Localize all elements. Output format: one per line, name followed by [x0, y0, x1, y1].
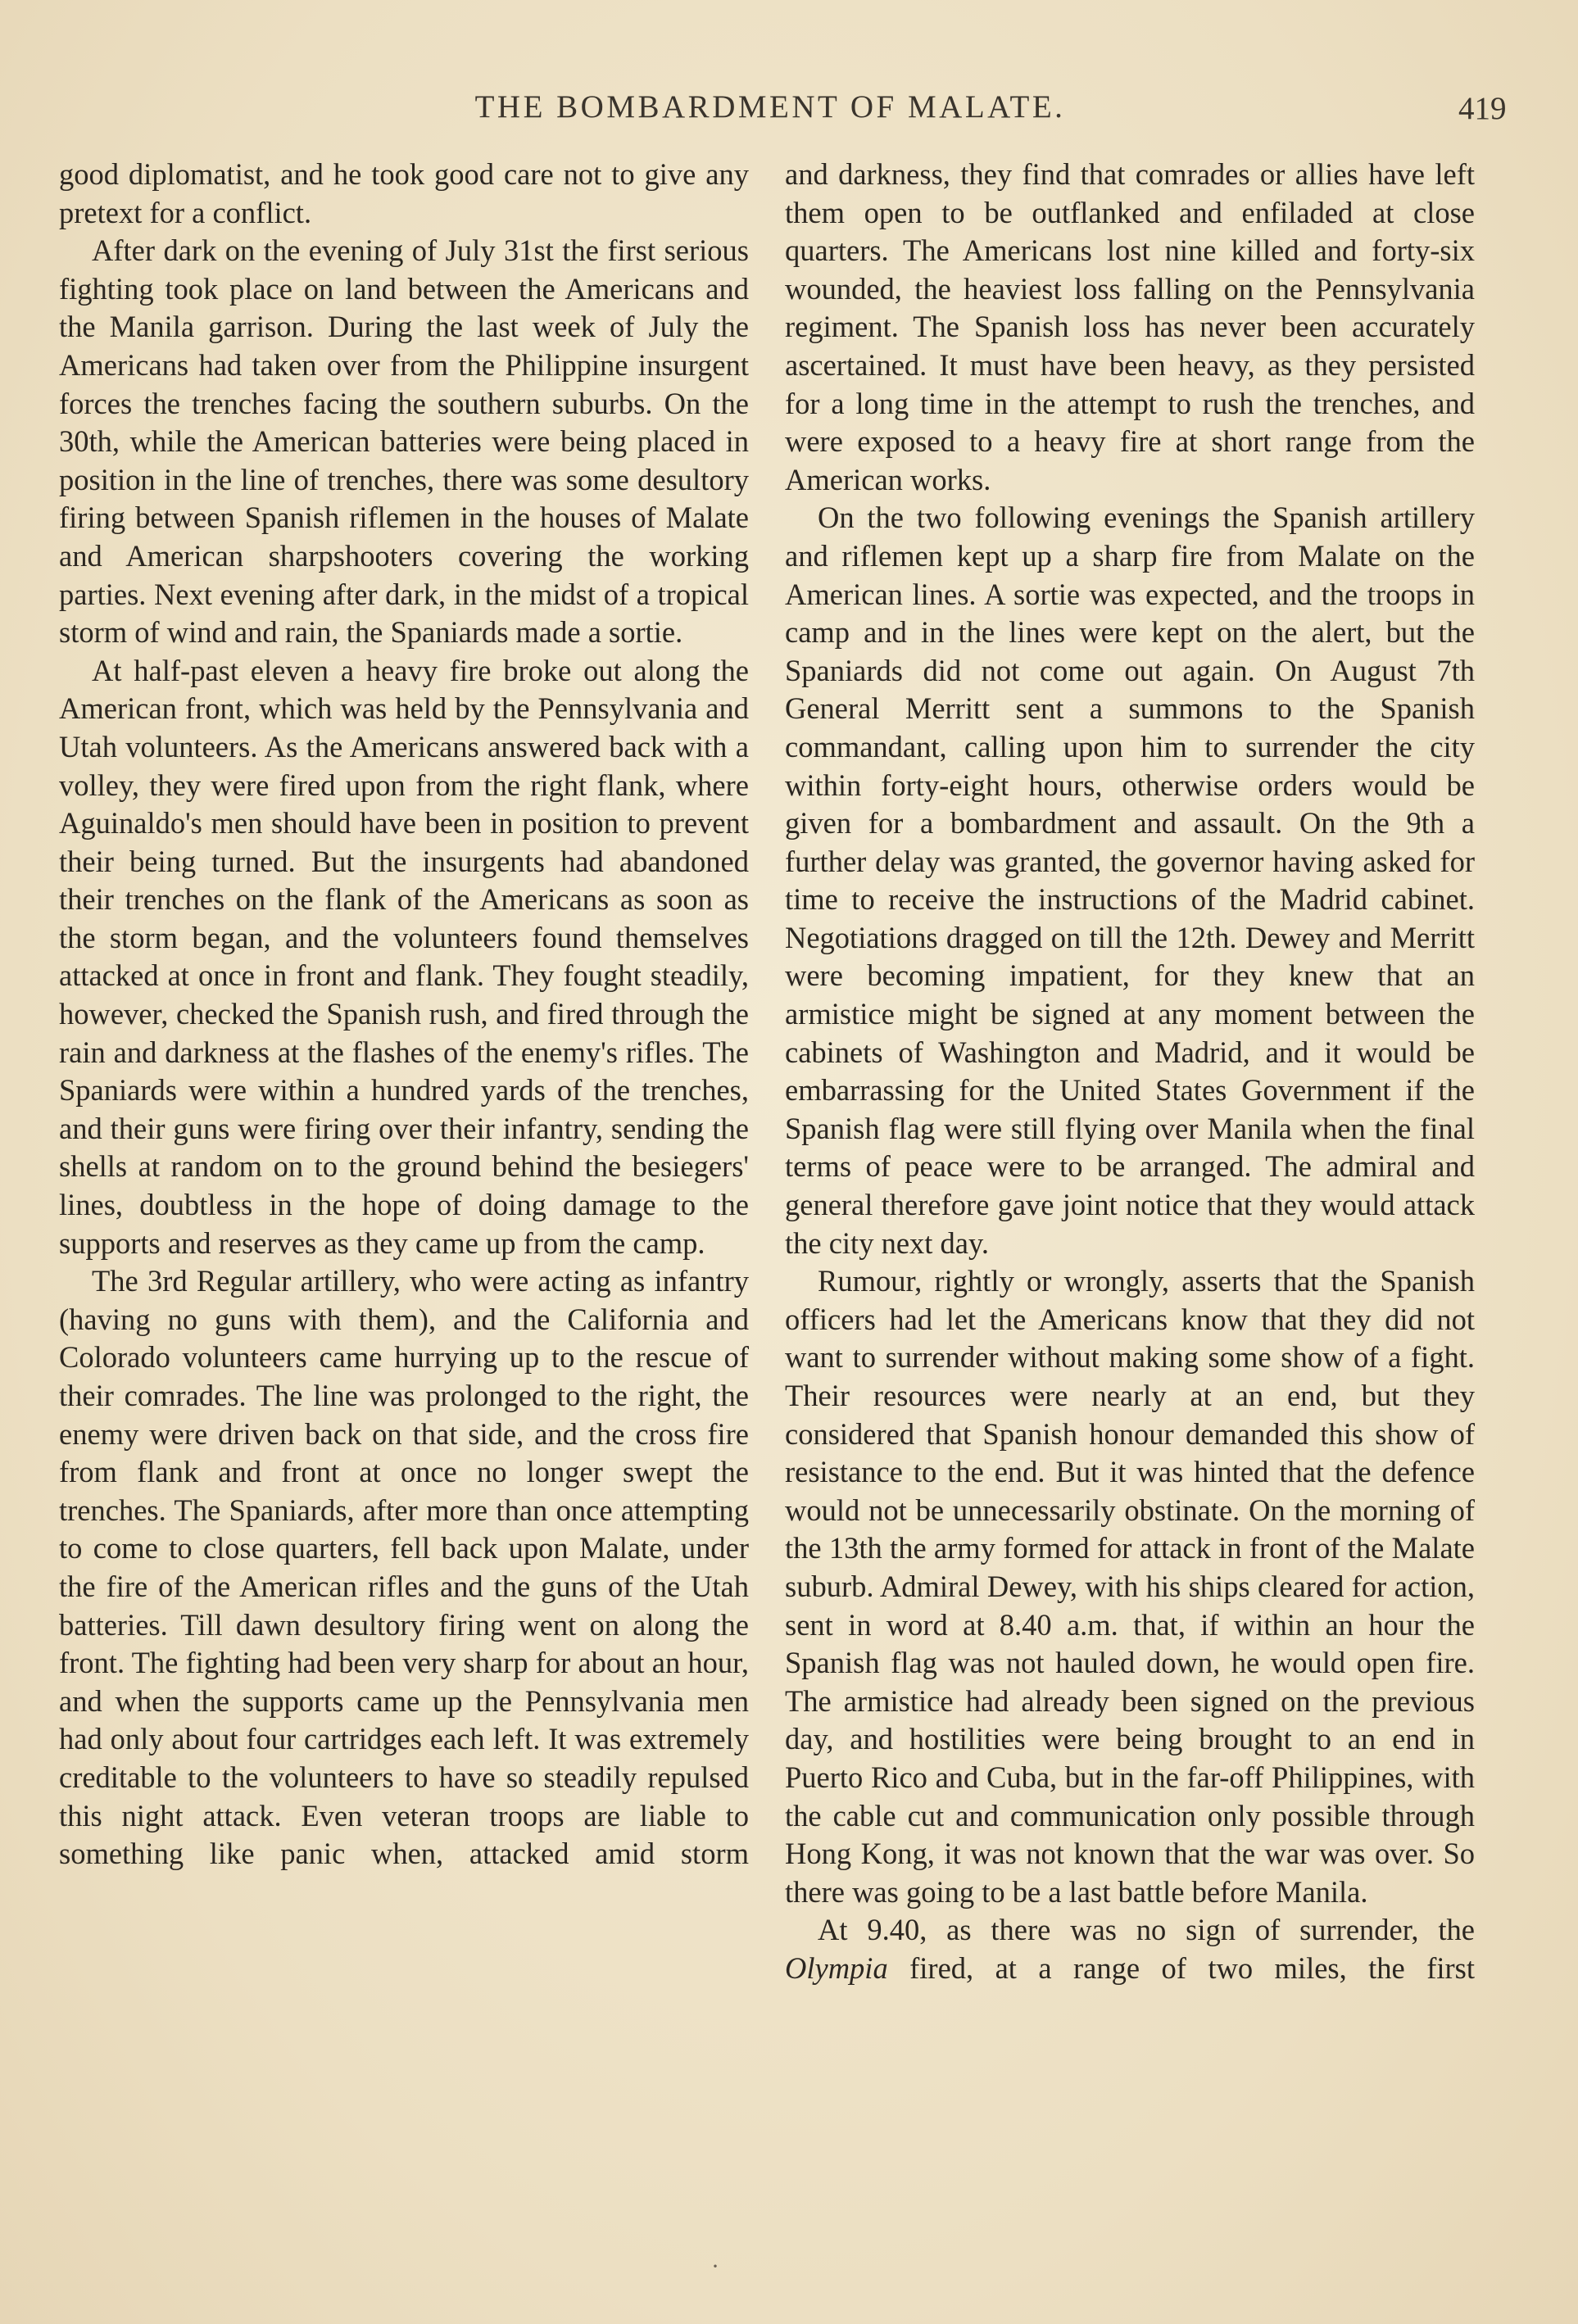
text-run: fired, at a range of two miles, the first: [909, 1950, 1475, 1985]
paragraph: The 3rd Regular artillery, who were acting as infantry (having no guns with them), and the California and Colorado volunteers came hurrying up to the rescue of their comrades. The line was prolonged to the right, the enemy were driven back on that side, and the cross fire from flank and front at once no longer swept the trenches. The Spaniards, after more than once attempting to come to close quarters, fell back upon Malate, under the fire of the American rifles and the guns of the Utah batteries. Till dawn desultory firing went on along the front. The fighting had been very sharp for about an hour, and when the supports came up the Pennsylvania men had only about four cartridges each left. It was extremely creditable to the volunteers to have so steadily repulsed this night attack. Even veteran troops are liable to something like panic when, attacked amid storm: [59, 1264, 749, 1871]
paragraph: On the two following evenings the Spanish artillery and riflemen kept up a sharp fire from Malate on the American lines. A sortie was expected, and the troops in camp and in the lines were kept on the alert, but the Spaniards did not come out again. On August 7th General Merritt sent a summons to the Spanish commandant, calling upon him to surrender the city within forty-eight hours, otherwise orders would be given for a bombardment and assault. On the 9th a further delay was granted, the governor having asked for time to receive the instructions of the Madrid cabinet. Negotiations dragged on till the 12th. Dewey and Merritt were becoming impatient, for they knew that an armistice might be signed at any moment between the cabinets of Washington and Madrid, and it would be embarrassing for the United States Government if the Spanish flag were still flying over Manila when the final terms of peace were to be arranged. The admiral and general therefore gave joint notice that they would attack the city next day.: [785, 501, 1475, 1260]
paragraph: [785, 1911, 1475, 1987]
page-number: 419: [1458, 91, 1507, 126]
paragraph: After dark on the evening of July 31st the first serious fighting took place on land between the Americans and the Manila garrison. During the last week of July the Americans had taken over from the Philippine insurgent forces the trenches facing the southern suburbs. On the 30th, while the American batteries were being placed in position in the line of trenches, there was some desultory firing between Spanish riflemen in the houses of Malate and American sharpshooters covering the working parties. Next evening after dark, in the midst of a tropical storm of wind and rain, the Spaniards made a sortie.: [59, 233, 749, 650]
paragraph: Rumour, rightly or wrongly, asserts that the Spanish officers had let the Americans know that they did not want to surrender without making some show of a fight. Their resources were nearly at an end, but they considered that Spanish honour demanded this show of resistance to the end. But it was hinted that the defence would not be unnecessarily obstinate. On the morning of the 13th the army formed for attack in front of the Malate suburb. Admiral Dewey, with his ships cleared for action, sent in word at 8.40 a.m. that, if within an hour the Spanish flag was not hauled down, he would open fire. The armistice had already been signed on the previous day, and hostilities were being brought to an end in Puerto Rico and Cuba, but in the far-off Philippines, with the cable cut and communication only possible through Hong Kong, it was not known that the war was over. So there was going to be a last battle before Manila.: [785, 1264, 1475, 1909]
text-run: At 9.40, as there was no sign of surrender, the: [818, 1913, 1475, 1947]
paragraph: good diplomatist, and he took good care not to give any pretext for a conflict.: [59, 157, 749, 229]
running-title: THE BOMBARDMENT OF MALATE.: [474, 89, 1066, 125]
paragraph: and darkness, they find that comrades or allies have left them open to be outflanked and enfiladed at close quarters. The Americans lost nine killed and forty-six wounded, the heaviest loss falling on the Pennsylvania regiment. The Spanish loss has never been accurately ascertained. It must have been heavy, as they persisted for a long time in the attempt to rush the trenches, and were exposed to a heavy fire at short range from the American works.: [785, 157, 1475, 496]
running-header: [0, 88, 1578, 129]
paper-speck: ·: [711, 2253, 719, 2280]
ship-name: Olympia: [785, 1950, 888, 1985]
left-column: [59, 156, 749, 1873]
right-column: [785, 156, 1475, 1988]
paragraph: At half-past eleven a heavy fire broke out along the American front, which was held by the Pennsylvania and Utah volunteers. As the Americans answered back with a volley, they were fired upon from the right flank, where Aguinaldo's men should have been in position to prevent their being turned. But the insurgents had abandoned their trenches on the flank of the Americans as soon as the storm began, and the volunteers found themselves attacked at once in front and flank. They fought steadily, however, checked the Spanish rush, and fired through the rain and darkness at the flashes of the enemy's rifles. The Spaniards were within a hundred yards of the trenches, and their guns were firing over their infantry, sending the shells at random on to the ground behind the besiegers' lines, doubtless in the hope of doing damage to the supports and reserves as they came up from the camp.: [59, 653, 749, 1260]
